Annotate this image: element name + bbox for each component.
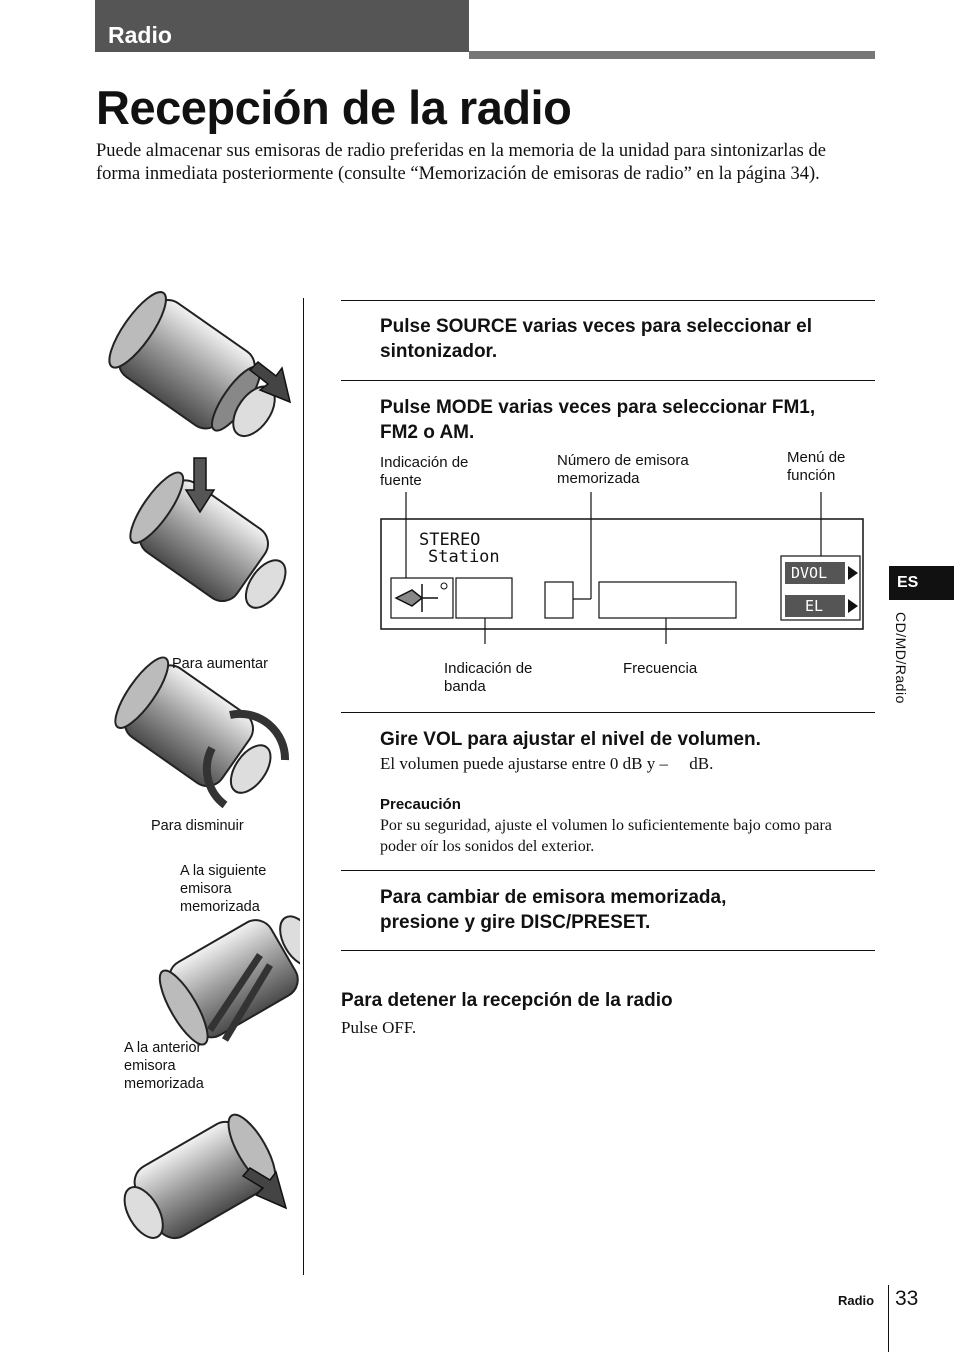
band-indicator-box [456, 578, 512, 618]
footer-rule [888, 1285, 889, 1352]
label-prev-preset: A la anterior emisora memorizada [124, 1040, 204, 1092]
step-3-body: El volumen puede ajustarse entre 0 dB y – dB. [380, 754, 714, 773]
footer-section-label: Radio [838, 1293, 875, 1308]
label-function-menu: Menú de función [787, 449, 846, 484]
step-2-heading: Pulse MODE varias veces para seleccionar FM1, FM2 o AM. [380, 397, 816, 443]
step-rule [341, 300, 875, 301]
step-rule [341, 712, 875, 713]
knob-volume-rotate [107, 651, 287, 812]
knob-preset-rotate [151, 897, 300, 1050]
stop-body: Pulse OFF. [341, 1018, 417, 1037]
column-divider [303, 298, 304, 1275]
section-title: Radio [108, 22, 172, 48]
label-band-indication: Indicación de banda [444, 660, 533, 695]
step-1-heading: Pulse SOURCE varias veces para seleccionar el sintonizador. [380, 316, 812, 362]
preset-number-box [545, 582, 573, 618]
label-next-preset: A la siguiente emisora memorizada [180, 863, 267, 915]
stop-heading: Para detener la recepción de la radio [341, 990, 673, 1011]
label-vol-down: Para disminuir [151, 818, 244, 834]
label-preset-number: Número de emisora memorizada [557, 452, 689, 487]
page-title: Recepción de la radio [96, 81, 572, 134]
caution-title: Precaución [380, 796, 461, 813]
caution-text: Por su seguridad, ajuste el volumen lo suficientemente bajo como para poder oír los sonidos del exterior. [380, 817, 832, 855]
lcd-stereo-text: STEREO [419, 530, 481, 550]
label-source-indication: Indicación de fuente [380, 454, 469, 489]
frequency-box [599, 582, 736, 618]
side-section-label: CD/MD/Radio [893, 612, 909, 704]
step-rule [341, 380, 875, 381]
lcd-el-text: EL [805, 597, 824, 615]
step-3-heading: Gire VOL para ajustar el nivel de volumen. [380, 729, 761, 750]
step-4-heading: Para cambiar de emisora memorizada, presione y gire DISC/PRESET. [380, 887, 727, 933]
control-knob-illustrations [100, 290, 300, 1270]
label-vol-up: Para aumentar [172, 656, 268, 672]
step-rule [341, 950, 875, 951]
lcd-station-text: Station [428, 547, 500, 567]
page-number: 33 [895, 1287, 919, 1310]
section-header-rule [469, 51, 875, 59]
language-tab: ES [889, 566, 954, 600]
step-rule [341, 870, 875, 871]
label-frequency: Frecuencia [623, 660, 698, 677]
intro-paragraph: Puede almacenar sus emisoras de radio preferidas en la memoria de la unidad para sintonizarlas de forma inmediata posteriormente (consulte “Memorización de emisoras de radio” en la página 34). [96, 141, 826, 184]
lcd-dvol-text: DVOL [791, 564, 828, 582]
